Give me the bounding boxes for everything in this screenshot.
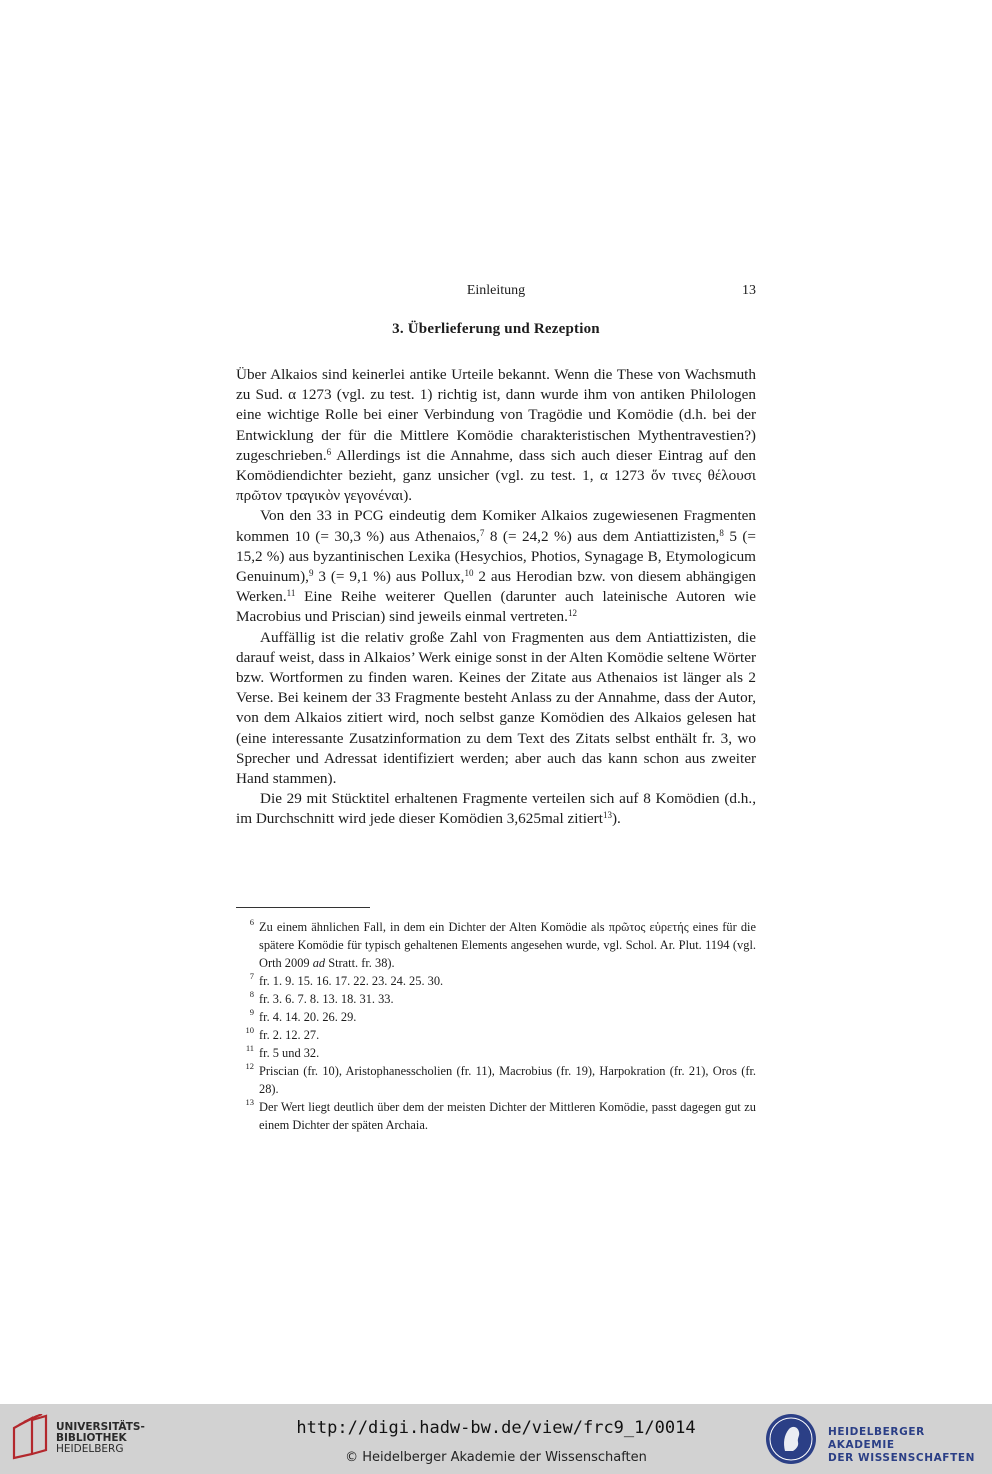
footnote xyxy=(236,1062,756,1098)
text-run: fr. 3. 6. 7. 8. 13. 18. 31. 33. xyxy=(259,992,394,1006)
section-heading: 3. Überlieferung und Rezeption xyxy=(392,321,600,337)
text-run: 5 (= 15,2 %) aus byzantinischen Lexika (Hesychios, Photios, Synagage B, Etymologicum Genuinum), xyxy=(236,527,757,586)
footnote-number: 11 xyxy=(245,1043,254,1053)
footnote xyxy=(236,918,756,972)
permalink-url[interactable]: http://digi.hadw-bw.de/view/frc9_1/0014 xyxy=(296,1418,696,1438)
italic-text: ad xyxy=(312,956,326,970)
academy-seal-icon[interactable] xyxy=(765,1413,817,1465)
viewer-footer xyxy=(0,1404,992,1474)
paragraph xyxy=(236,365,756,506)
footnote-reference[interactable]: 9 xyxy=(308,568,314,579)
text-run: Priscian (fr. 10), Aristophanesscholien (fr. 11), Macrobius (fr. 19), Harpokration (fr. 21), Oros (fr. 28). xyxy=(259,1064,756,1096)
body-text xyxy=(236,365,756,830)
text-run: ). xyxy=(611,810,621,828)
footnotes xyxy=(236,918,756,1134)
text-run: 3 (= 9,1 %) aus Pollux, xyxy=(313,568,465,586)
footnote xyxy=(236,1044,756,1062)
footnote-reference[interactable]: 11 xyxy=(286,588,296,599)
text-run: Der Wert liegt deutlich über dem der meisten Dichter der Mittleren Komödie, passt dagegen gut zu einem Dichter der späten Archaia. xyxy=(259,1100,756,1132)
footnote-reference[interactable]: 8 xyxy=(719,527,724,538)
text-run: Allerdings ist die Annahme, dass sich auch dieser Eintrag auf den Komödiendichter bezieht, ganz unsicher (vgl. zu test. 1, α 1273 ὅν τινες θέλουσι πρῶτον τραγικὸν γεγονέναι). xyxy=(236,446,756,505)
text-run: Über Alkaios sind keinerlei antike Urteile bekannt. Wenn die These von Wachsmuth zu Sud. α 1273 (vgl. zu test. 1) richtig ist, dann wurde ihm von antiken Philologen eine wichtige Rolle bei einer Verbindung von Tragödie und Komödie (d.h. bei der Entwicklung der für die Mittlere Komödie charakteristischen Mythentravestien?) zugeschrieben. xyxy=(236,366,756,464)
footnote-number: 7 xyxy=(249,971,254,981)
footnote-reference[interactable]: 6 xyxy=(326,446,332,457)
text-run: fr. 5 und 32. xyxy=(259,1046,320,1060)
text-run: fr. 2. 12. 27. xyxy=(259,1028,320,1042)
running-head xyxy=(236,283,756,303)
text-run: Eine Reihe weiterer Quellen (darunter auch lateinische Autoren wie Macrobius und Priscian) sind jeweils einmal vertreten. xyxy=(236,588,756,626)
academy-line-2: DER WISSENSCHAFTEN xyxy=(828,1452,976,1464)
library-line-1: UNIVERSITÄTS- xyxy=(56,1421,145,1433)
library-line-3: HEIDELBERG xyxy=(56,1443,124,1455)
footnote-number: 9 xyxy=(249,1007,254,1017)
paragraph xyxy=(236,789,756,829)
paragraph xyxy=(236,506,756,627)
text-run: 2 aus Herodian bzw. von diesem abhängigen Werken. xyxy=(236,568,756,606)
footnote-reference[interactable]: 13 xyxy=(602,810,612,821)
academy-line-1: HEIDELBERGER AKADEMIE xyxy=(828,1426,925,1451)
footnote-number: 12 xyxy=(245,1061,254,1071)
footnote-number: 10 xyxy=(245,1025,254,1035)
text-run: Stratt. fr. 38). xyxy=(325,956,395,970)
text-run: Die 29 mit Stücktitel erhaltenen Fragmente verteilen sich auf 8 Komödien (d.h., im Durchschnitt wird jede dieser Komödien 3,625mal zitiert xyxy=(236,790,756,828)
footnote xyxy=(236,1098,756,1134)
footnote-reference[interactable]: 7 xyxy=(479,527,485,538)
paragraph xyxy=(236,628,756,790)
running-head-title: Einleitung xyxy=(466,283,526,298)
text-run: fr. 4. 14. 20. 26. 29. xyxy=(259,1010,357,1024)
footnote-number: 8 xyxy=(249,989,254,999)
text-run: 8 (= 24,2 %) aus dem Antiattizisten, xyxy=(484,527,720,545)
text-run: Von den 33 in PCG eindeutig dem Komiker Alkaios zugewiesenen Fragmenten kommen 10 (= 30,3 %) aus Athenaios, xyxy=(236,507,756,545)
footnote xyxy=(236,1026,756,1044)
copyright-notice: © Heidelberger Akademie der Wissenschaften xyxy=(345,1450,647,1465)
library-line-2: BIBLIOTHEK xyxy=(56,1432,127,1444)
page-number: 13 xyxy=(742,283,756,298)
footnote-number: 13 xyxy=(245,1097,254,1107)
footnote xyxy=(236,1008,756,1026)
text-run: Zu einem ähnlichen Fall, in dem ein Dichter der Alten Komödie als πρῶτος εὑρετής eines für die spätere Komödie für typisch gehaltenen Elements angesehen wurde, vgl. Schol. Ar. Plut. 1194 (vgl. Orth 2009 xyxy=(259,920,756,970)
text-run: Auffällig ist die relativ große Zahl von Fragmenten aus dem Antiattizisten, die darauf weist, dass in Alkaios’ Werk einige sonst in der Alten Komödie seltene Wörter bzw. Wortformen zu finden waren. Keines der Zitate aus Athenaios ist länger als 2 Verse. Bei keinem der 33 Fragmente besteht Anlass zu der Annahme, dass der Autor, von dem Alkaios zitiert wird, noch selbst ganze Komödien des Alkaios gelesen hat (eine interessante Zusatzinformation zu dem Text des Zitats selbst enthält fr. 3, wo Sprecher und Adressat identifiziert werden; aber auch das kann schon aus zweiter Hand stammen). xyxy=(236,628,756,788)
footnote xyxy=(236,990,756,1008)
footnote xyxy=(236,972,756,990)
footnote-reference[interactable]: 12 xyxy=(567,608,577,619)
footnote-number: 6 xyxy=(249,917,254,927)
academy-name xyxy=(828,1426,992,1465)
footnote-rule xyxy=(236,907,370,908)
footnote-reference[interactable]: 10 xyxy=(464,568,474,579)
text-run: fr. 1. 9. 15. 16. 17. 22. 23. 24. 25. 30. xyxy=(259,974,444,988)
